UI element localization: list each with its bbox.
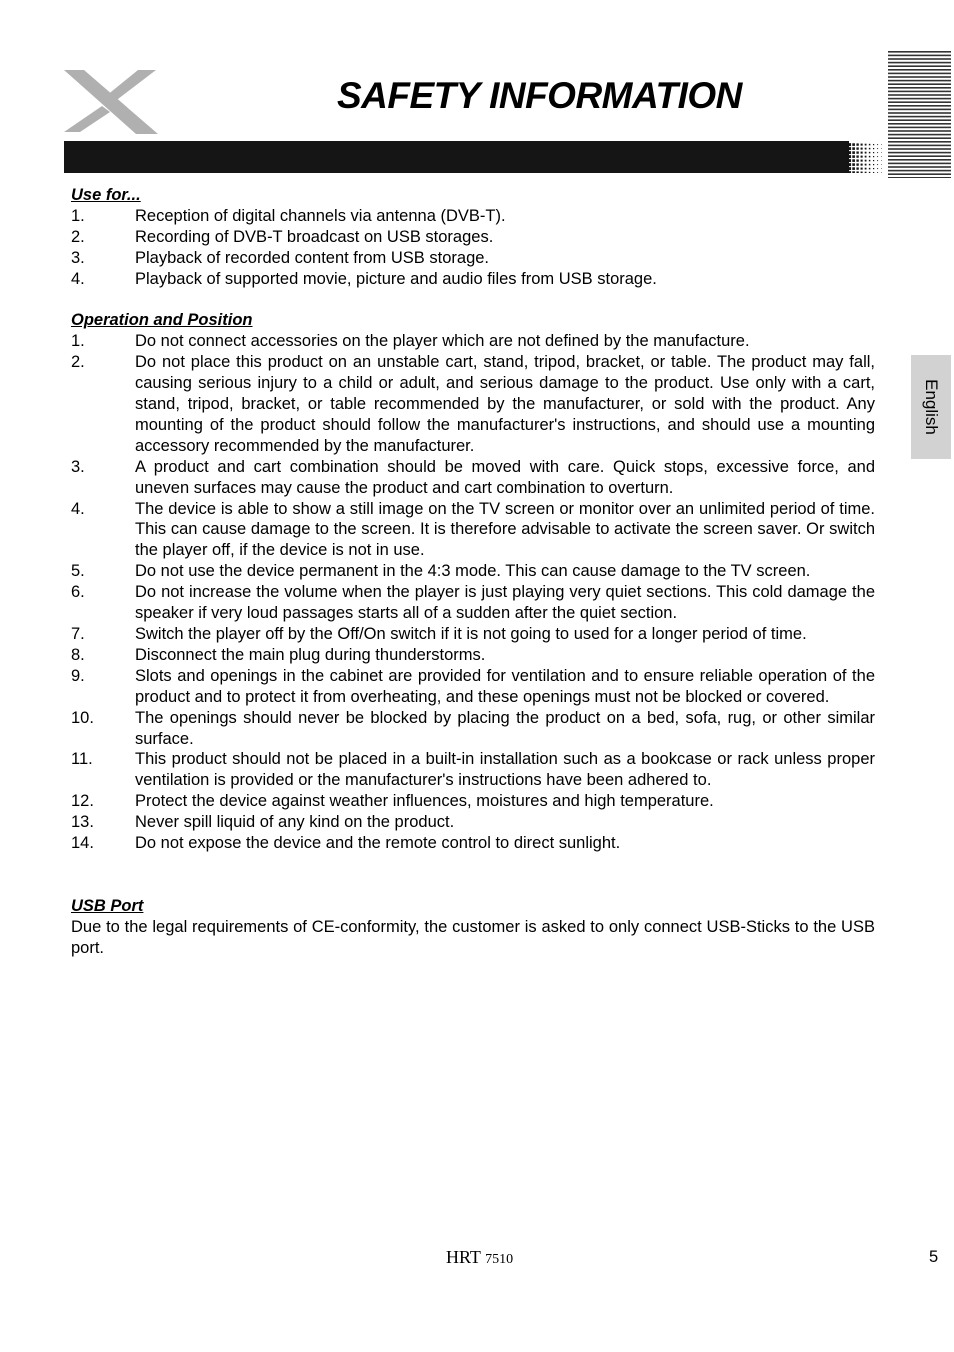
decorative-dots: [842, 141, 884, 173]
section-heading-operation: Operation and Position: [71, 311, 253, 330]
list-item-number: 4.: [71, 269, 85, 288]
list-item-text: Slots and openings in the cabinet are provided for ventilation and to ensure reliable operation of the product and to protect it from overheating, and these openings must not be blocked or covered.: [135, 666, 875, 706]
list-item: [71, 645, 875, 666]
language-tab-label: English: [922, 379, 942, 435]
list-item: [71, 499, 875, 562]
list-item-number: 1.: [71, 332, 85, 351]
list-item: [71, 227, 875, 248]
use-for-list: [71, 206, 875, 290]
list-item: [71, 791, 875, 812]
list-item-text: A product and cart combination should be moved with care. Quick stops, excessive force, and uneven surfaces may cause the product and cart combination to overturn.: [135, 457, 875, 497]
list-item-text: Do not place this product on an unstable cart, stand, tripod, bracket, or table. The product may fall, causing serious injury to a child or adult, and serious damage to the product. Use only with a cart, stand, tripod, bracket, or table recommended by the manufacturer, or sold with the product. Any mounting of the product should follow the manufacturer's instructions, and should use a mounting accessory recommended by the manufacturer.: [135, 353, 875, 455]
list-item-text: Disconnect the main plug during thunderstorms.: [135, 645, 486, 664]
list-item: [71, 666, 875, 708]
list-item-text: Do not connect accessories on the player which are not defined by the manufacture.: [135, 332, 750, 351]
list-item-number: 8.: [71, 645, 85, 664]
operation-list: [71, 331, 875, 854]
list-item-number: 10.: [71, 708, 94, 727]
list-item-text: Do not use the device permanent in the 4:3 mode. This can cause damage to the TV screen.: [135, 562, 811, 581]
list-item-number: 7.: [71, 625, 85, 644]
list-item: [71, 582, 875, 624]
list-item: [71, 624, 875, 645]
list-item-number: 13.: [71, 813, 94, 832]
list-item-text: Switch the player off by the Off/On switch if it is not going to used for a longer period of time.: [135, 625, 807, 644]
decorative-stripes: [888, 50, 951, 178]
section-heading-usb: USB Port: [71, 896, 144, 915]
list-item: [71, 248, 875, 269]
usb-paragraph: Due to the legal requirements of CE-conformity, the customer is asked to only connect USB-Sticks to the USB port.: [71, 917, 875, 957]
x-brand-logo-icon: [62, 68, 160, 136]
list-item-number: 1.: [71, 206, 85, 225]
list-item: [71, 749, 875, 791]
list-item: [71, 561, 875, 582]
list-item: [71, 206, 875, 227]
list-item-number: 14.: [71, 834, 94, 853]
list-item-text: This product should not be placed in a built-in installation such as a bookcase or rack unless proper ventilation is provided or the manufacturer's instructions have been adhered to.: [135, 750, 875, 790]
list-item-text: Playback of recorded content from USB storage.: [135, 248, 490, 267]
list-item: [71, 708, 875, 750]
list-item-text: Do not increase the volume when the player is just playing very quiet sections. This cold damage the speaker if very loud passages starts all of a sudden after the quiet section.: [135, 583, 875, 623]
list-item-text: Playback of supported movie, picture and audio files from USB storage.: [135, 269, 657, 288]
list-item-text: Reception of digital channels via antenna (DVB-T).: [135, 206, 506, 225]
list-item: [71, 352, 875, 457]
list-item-number: 3.: [71, 457, 85, 476]
model-name: [446, 1247, 513, 1268]
list-item-text: The openings should never be blocked by placing the product on a bed, sofa, rug, or other similar surface.: [135, 708, 875, 748]
model-prefix: HRT: [446, 1247, 481, 1267]
list-item-number: 9.: [71, 666, 85, 685]
section-heading-use-for: Use for...: [71, 186, 141, 204]
list-item: [71, 833, 875, 854]
page-title: SAFETY INFORMATION: [337, 75, 742, 116]
list-item-text: Protect the device against weather influences, moistures and high temperature.: [135, 792, 714, 811]
list-item-number: 6.: [71, 583, 85, 602]
list-item-number: 2.: [71, 227, 85, 246]
list-item: [71, 269, 875, 290]
list-item-number: 3.: [71, 248, 85, 267]
document-content: [71, 185, 875, 959]
list-item: [71, 457, 875, 499]
list-item-number: 4.: [71, 499, 85, 518]
list-item-text: Do not expose the device and the remote control to direct sunlight.: [135, 834, 621, 853]
list-item-number: 2.: [71, 353, 85, 372]
list-item-number: 5.: [71, 562, 85, 581]
list-item-number: 12.: [71, 792, 94, 811]
list-item-number: 11.: [71, 750, 93, 769]
page-number: 5: [929, 1248, 939, 1266]
list-item-text: The device is able to show a still image on the TV screen or monitor over an unlimited period of time. This can cause damage to the screen. It is therefore advisable to activate the screen saver. Or switch the player off, if the device is not in use.: [135, 499, 875, 560]
model-number: 7510: [485, 1252, 514, 1267]
list-item-text: Recording of DVB-T broadcast on USB storages.: [135, 227, 494, 246]
header-bar: [64, 141, 849, 173]
list-item: [71, 812, 875, 833]
language-tab: [911, 355, 951, 459]
list-item-text: Never spill liquid of any kind on the product.: [135, 813, 455, 832]
list-item: [71, 331, 875, 352]
